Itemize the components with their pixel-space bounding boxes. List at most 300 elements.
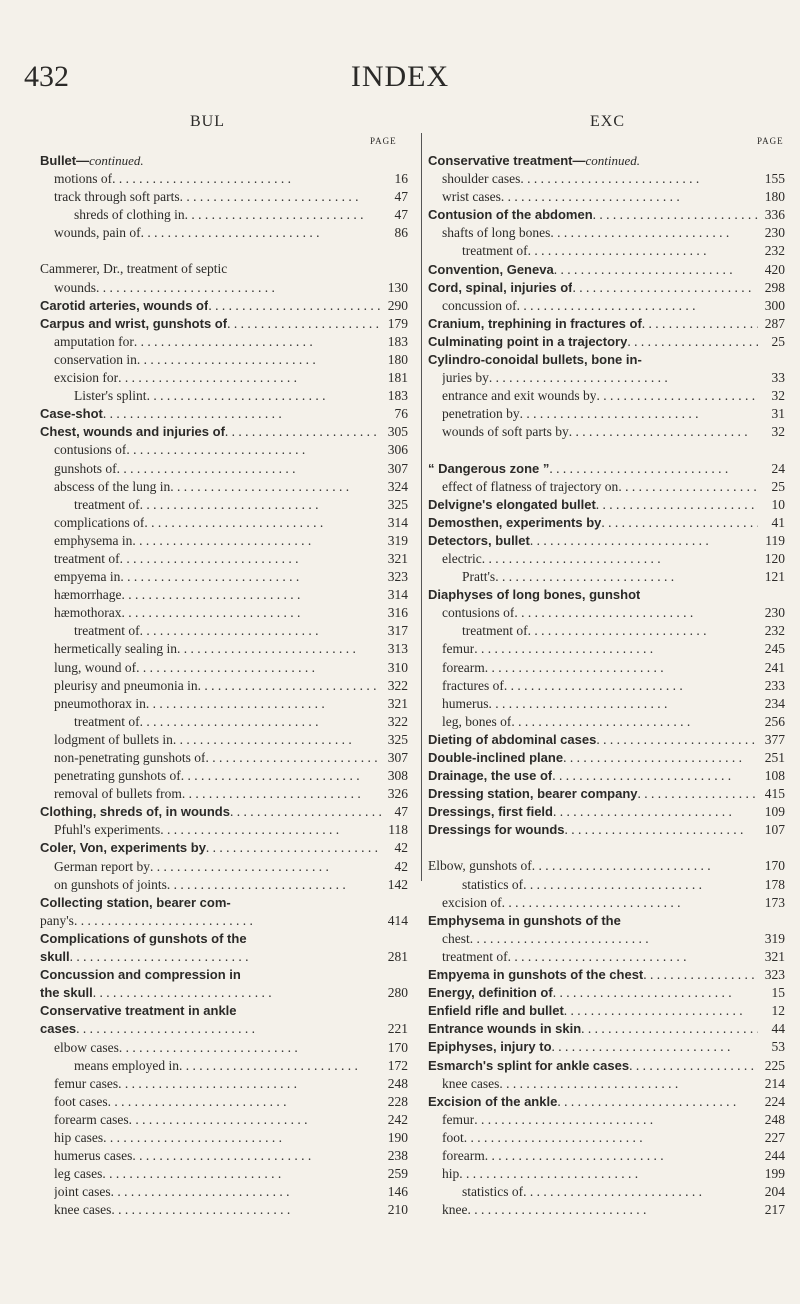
index-heading [40,912,408,930]
page-ref: 313 [387,641,408,657]
entry-text: “ Dangerous zone ” [428,460,550,476]
leader-dots [137,351,381,369]
entry-text: Entrance wounds in skin [428,1021,582,1037]
page-ref: 241 [764,659,785,675]
page-ref: 130 [387,279,408,295]
leader-dots [132,1147,381,1165]
entry-text: Bullet—continued. [40,153,144,168]
leader-dots [514,604,758,622]
page-ref: 15 [771,985,785,1001]
page-ref: 173 [764,894,785,910]
page-ref: 314 [387,587,408,603]
page-number: 432 [24,60,69,93]
index-subentry [428,1165,785,1183]
entry-text: the skull [40,985,93,1001]
index-subentry [428,622,785,640]
leader-dots [108,1093,381,1111]
page-ref: 322 [387,677,408,693]
entry-text: treatment of [74,713,140,729]
entry-text: pneumothorax in [54,695,146,711]
entry-text: pany's [40,912,74,928]
entry-text: Carotid arteries, wounds of [40,297,209,313]
page-ref: 24 [771,460,785,476]
page-ref: 316 [387,605,408,621]
page-ref: 233 [764,677,785,693]
entry-text: Double-inclined plane [428,750,564,765]
index-subentry [428,894,785,912]
index-subentry [40,568,408,586]
index-subentry [428,297,785,315]
page-ref: 109 [764,804,785,820]
page-ref: 242 [387,1111,408,1127]
page-ref: 108 [764,768,785,784]
index-heading [40,315,408,333]
index-subentry [40,188,408,206]
index-subentry [40,586,408,604]
entry-text: non-penetrating gunshots of [54,750,206,765]
entry-text: lung, wound of [54,659,137,675]
page-ref: 33 [771,370,785,386]
page-ref: 10 [771,496,785,512]
leader-dots [474,1111,758,1129]
index-heading [428,1038,785,1056]
index-subentry [40,224,408,242]
entry-text: Pratt's [462,569,496,585]
index-subentry [40,1147,408,1165]
leader-dots [160,821,381,839]
entry-text: treatment of [462,243,528,259]
page-ref: 47 [394,207,408,223]
leader-dots [111,1201,381,1219]
index-subentry [40,713,408,731]
index-heading [428,966,785,984]
entry-text: Chest, wounds and injuries of [40,424,225,440]
entry-text: Drainage, the use of [428,768,553,784]
entry-text: Lister's splint [74,388,147,404]
leader-dots [180,188,381,206]
page-ref: 119 [765,532,785,548]
index-subentry [428,1075,785,1093]
entry-text: effect of flatness of trajectory on [442,478,619,494]
leader-dots [70,948,381,966]
index-subentry [428,188,785,206]
page-ref: 319 [764,930,785,946]
entry-text: Epiphyses, injury to [428,1039,552,1055]
leader-dots [502,894,758,912]
leader-dots [140,496,381,514]
index-heading [428,496,785,514]
entry-text: Cord, spinal, injuries of [428,279,573,295]
leader-dots [511,713,758,731]
entry-text: Culminating point in a trajectory [428,333,628,349]
page-ref: 238 [387,1148,408,1164]
page-ref: 232 [764,243,785,259]
page-ref: 228 [387,1093,408,1109]
entry-text: forearm [442,1147,485,1163]
index-subentry [428,659,785,677]
page-ref: 199 [764,1166,785,1182]
index-subentry [40,1165,408,1183]
page-ref: 227 [764,1129,785,1145]
leader-dots [126,441,381,459]
index-subentry [40,441,408,459]
entry-text: treatment of [462,623,528,639]
page-ref: 308 [387,768,408,784]
leader-dots [508,948,758,966]
entry-text: penetration by [442,406,520,422]
entry-text: statistics of [462,1184,524,1200]
column-divider [421,133,422,881]
entry-text: electric [442,550,482,566]
index-heading [428,803,785,821]
leader-dots [563,749,758,767]
leader-dots [134,333,381,351]
page-ref: 225 [764,1057,785,1073]
entry-text: hæmothorax [54,605,122,621]
index-heading [428,821,785,839]
leader-dots [489,695,759,713]
page-ref: 287 [764,315,785,331]
entry-text: Cranium, trephining in fractures of [428,315,642,331]
index-heading [428,586,785,604]
leader-dots [553,984,758,1002]
page-ref: 323 [387,569,408,585]
entry-text: Conservative treatment—continued. [428,153,641,168]
index-heading [428,1020,785,1038]
index-subentry [40,1129,408,1147]
entry-text: concussion of [442,297,517,313]
leader-dots [596,387,758,405]
leader-dots [482,550,758,568]
index-heading [40,839,408,857]
index-subentry [428,677,785,695]
page-ref: 25 [771,333,785,349]
index-subentry [40,677,408,695]
entry-text: hip cases [54,1129,104,1145]
entry-text: cases [40,1021,77,1037]
page-ref: 234 [764,695,785,711]
entry-text: Emphysema in gunshots of the [428,912,621,928]
entry-text: Collecting station, bearer com- [40,894,231,910]
index-subentry [40,640,408,658]
page-ref: 290 [387,297,408,313]
page-ref: 244 [764,1147,785,1163]
page-ref: 183 [387,388,408,404]
leader-dots [523,876,758,894]
index-heading [428,767,785,785]
page-ref: 172 [387,1057,408,1073]
entry-text: Energy, definition of [428,985,553,1001]
index-heading [40,948,408,966]
leader-dots [146,695,381,713]
index-subentry [40,767,408,785]
index-heading [428,514,785,532]
page-ref: 41 [771,514,785,530]
index-subentry [428,713,785,731]
index-heading [428,460,785,478]
leader-dots [601,514,758,532]
page-ref: 42 [394,858,408,874]
leader-dots [642,315,758,333]
page-ref: 415 [764,786,785,802]
index-heading [428,984,785,1002]
leader-dots [140,622,381,640]
entry-text: hermetically sealing in [54,641,177,657]
entry-text: Excision of the ankle [428,1093,558,1109]
page-ref: 121 [764,569,785,585]
entry-text: emphysema in [54,532,133,548]
index-heading [428,532,785,550]
leader-dots [565,821,758,839]
entry-text: humerus cases [54,1148,133,1164]
index-subentry [40,659,408,677]
page-ref: 217 [764,1202,785,1218]
page-ref: 210 [387,1202,408,1218]
page-ref: 325 [387,731,408,747]
leader-dots [464,1129,758,1147]
leader-dots [208,297,381,315]
page-ref: 155 [764,171,785,187]
entry-text: Complications of gunshots of the [40,930,247,946]
index-subentry [40,876,408,894]
page-ref: 230 [764,605,785,621]
entry-text: Cammerer, Dr., treatment of septic [40,261,228,277]
page-ref: 32 [771,424,785,440]
entry-text: statistics of [462,876,524,892]
index-subentry [40,1111,408,1129]
index-heading [40,152,408,170]
entry-text: Conservative treatment in ankle [40,1003,237,1019]
index-heading [428,749,785,767]
page-ref: 306 [387,442,408,458]
index-subentry [40,460,408,478]
entry-text: contusions of [54,442,127,458]
entry-text: shafts of long bones [442,225,551,241]
page-ref: 326 [387,786,408,802]
leader-dots [564,1002,758,1020]
page-ref: 256 [764,713,785,729]
leader-dots [485,1147,758,1165]
page-ref: 251 [764,750,785,765]
page-ref: 214 [764,1075,785,1091]
page-ref: 230 [764,225,785,241]
index-heading [40,297,408,315]
entry-text: Dressings for wounds [428,822,565,838]
leader-dots [103,405,381,423]
index-heading [428,731,785,749]
entry-spacer [40,242,408,260]
index-subentry [40,1039,408,1057]
index-subentry [40,351,408,369]
page-ref: 300 [764,297,785,313]
page-ref: 178 [764,876,785,892]
entry-text: elbow cases [54,1039,119,1055]
page-ref: 324 [387,478,408,494]
page-ref: 31 [771,406,785,422]
leader-dots [129,1111,381,1129]
leader-dots [198,677,381,695]
page-title: INDEX [350,60,450,93]
entry-text: entrance and exit wounds by [442,388,597,404]
entry-text: Contusion of the abdomen [428,207,593,223]
entry-text: humerus [442,695,489,711]
leader-dots [528,242,758,260]
entry-text: track through soft parts [54,189,180,205]
index-subentry [40,858,408,876]
page-ref: 142 [387,876,408,892]
leader-dots [173,731,381,749]
page-ref: 224 [764,1093,785,1109]
entry-text: leg cases [54,1166,103,1182]
leader-dots [499,1075,758,1093]
entry-text: treatment of [74,623,140,639]
index-subentry [428,478,785,496]
leader-dots [147,387,381,405]
page-ref: 248 [764,1111,785,1127]
leader-dots [225,423,381,441]
page-ref: 32 [771,388,785,404]
leader-dots [485,659,758,677]
entry-text: forearm [442,659,485,675]
leader-dots [227,315,381,333]
index-heading [40,405,408,423]
index-subentry [428,1129,785,1147]
index-heading [428,1093,785,1111]
leader-dots [177,640,381,658]
index-subentry [40,279,408,297]
leader-dots [552,767,758,785]
index-heading [428,1057,785,1075]
index-subentry [428,224,785,242]
page-ref: 76 [394,406,408,422]
entry-text: joint cases [54,1184,111,1200]
right-page-label: PAGE [757,136,784,146]
entry-text: Carpus and wrist, gunshots of [40,315,228,331]
leader-dots [532,857,758,875]
index-subentry [40,785,408,803]
leader-dots [144,514,381,532]
left-guide-word: BUL [190,113,225,130]
index-subentry [428,242,785,260]
leader-dots [112,170,381,188]
entry-text: Dieting of abdominal cases [428,731,597,747]
leader-dots [495,568,758,586]
entry-text: knee cases [54,1202,112,1218]
index-subentry [40,514,408,532]
entry-text: Pfuhl's experiments [54,822,161,838]
index-heading [40,260,408,278]
entry-text: fractures of [442,677,504,693]
index-subentry [40,532,408,550]
page-ref: 44 [771,1021,785,1037]
entry-text: femur [442,641,475,657]
entry-text: lodgment of bullets in [54,731,173,747]
leader-dots [593,206,758,224]
entry-text: treatment of [74,496,140,512]
entry-text: Case-shot [40,406,103,422]
entry-text: Dressing station, bearer company [428,786,638,802]
entry-text: Clothing, shreds of, in wounds [40,804,230,820]
leader-dots [459,1165,758,1183]
entry-text: wrist cases [442,189,501,205]
leader-dots [643,966,758,984]
index-heading [428,785,785,803]
leader-dots [596,731,758,749]
page-ref: 259 [387,1166,408,1182]
entry-text: amputation for [54,333,134,349]
leader-dots [76,1020,381,1038]
index-subentry [40,170,408,188]
entry-text: Cylindro-conoidal bullets, bone in- [428,352,642,368]
entry-text: forearm cases [54,1111,129,1127]
page-ref: 321 [387,695,408,711]
page-ref: 317 [387,623,408,639]
entry-text: knee [442,1202,468,1218]
index-subentry [428,948,785,966]
leader-dots [102,1165,381,1183]
leader-dots [120,568,381,586]
leader-dots [118,1075,381,1093]
page-ref: 120 [764,550,785,566]
page-ref: 305 [387,424,408,440]
entry-text: on gunshots of joints [54,876,167,892]
left-page-label: PAGE [370,136,397,146]
index-subentry [428,1183,785,1201]
leader-dots [140,713,381,731]
page-ref: 146 [387,1184,408,1200]
leader-dots [638,785,758,803]
leader-dots [182,785,381,803]
page-ref: 321 [764,948,785,964]
entry-text: shoulder cases [442,171,521,187]
entry-text: wounds [54,279,97,295]
index-heading [40,930,408,948]
page-ref: 47 [394,804,408,820]
entry-text: penetrating gunshots of [54,768,181,784]
entry-text: Concussion and compression in [40,967,241,983]
index-subentry [40,550,408,568]
page-ref: 180 [387,351,408,367]
leader-dots [185,206,381,224]
leader-dots [520,170,758,188]
entry-text: treatment of [442,948,508,964]
index-heading [428,333,785,351]
index-subentry [428,369,785,387]
entry-text: Dressings, first field [428,804,553,820]
leader-dots [549,460,758,478]
leader-dots [550,224,758,242]
page-ref: 204 [764,1184,785,1200]
leader-dots [596,496,758,514]
leader-dots [74,912,381,930]
leader-dots [504,677,758,695]
index-subentry [40,369,408,387]
page-ref: 180 [764,189,785,205]
index-heading [40,1020,408,1038]
entry-text: abscess of the lung in [54,478,171,494]
leader-dots [179,1057,381,1075]
page-ref: 118 [388,822,408,838]
index-heading [40,423,408,441]
page-ref: 420 [764,261,785,277]
index-subentry [428,640,785,658]
entry-text: Empyema in gunshots of the chest [428,967,644,983]
entry-text: German report by [54,858,150,874]
page-ref: 414 [387,912,408,928]
leader-dots [205,749,381,767]
page-ref: 170 [764,858,785,874]
index-subentry [428,405,785,423]
